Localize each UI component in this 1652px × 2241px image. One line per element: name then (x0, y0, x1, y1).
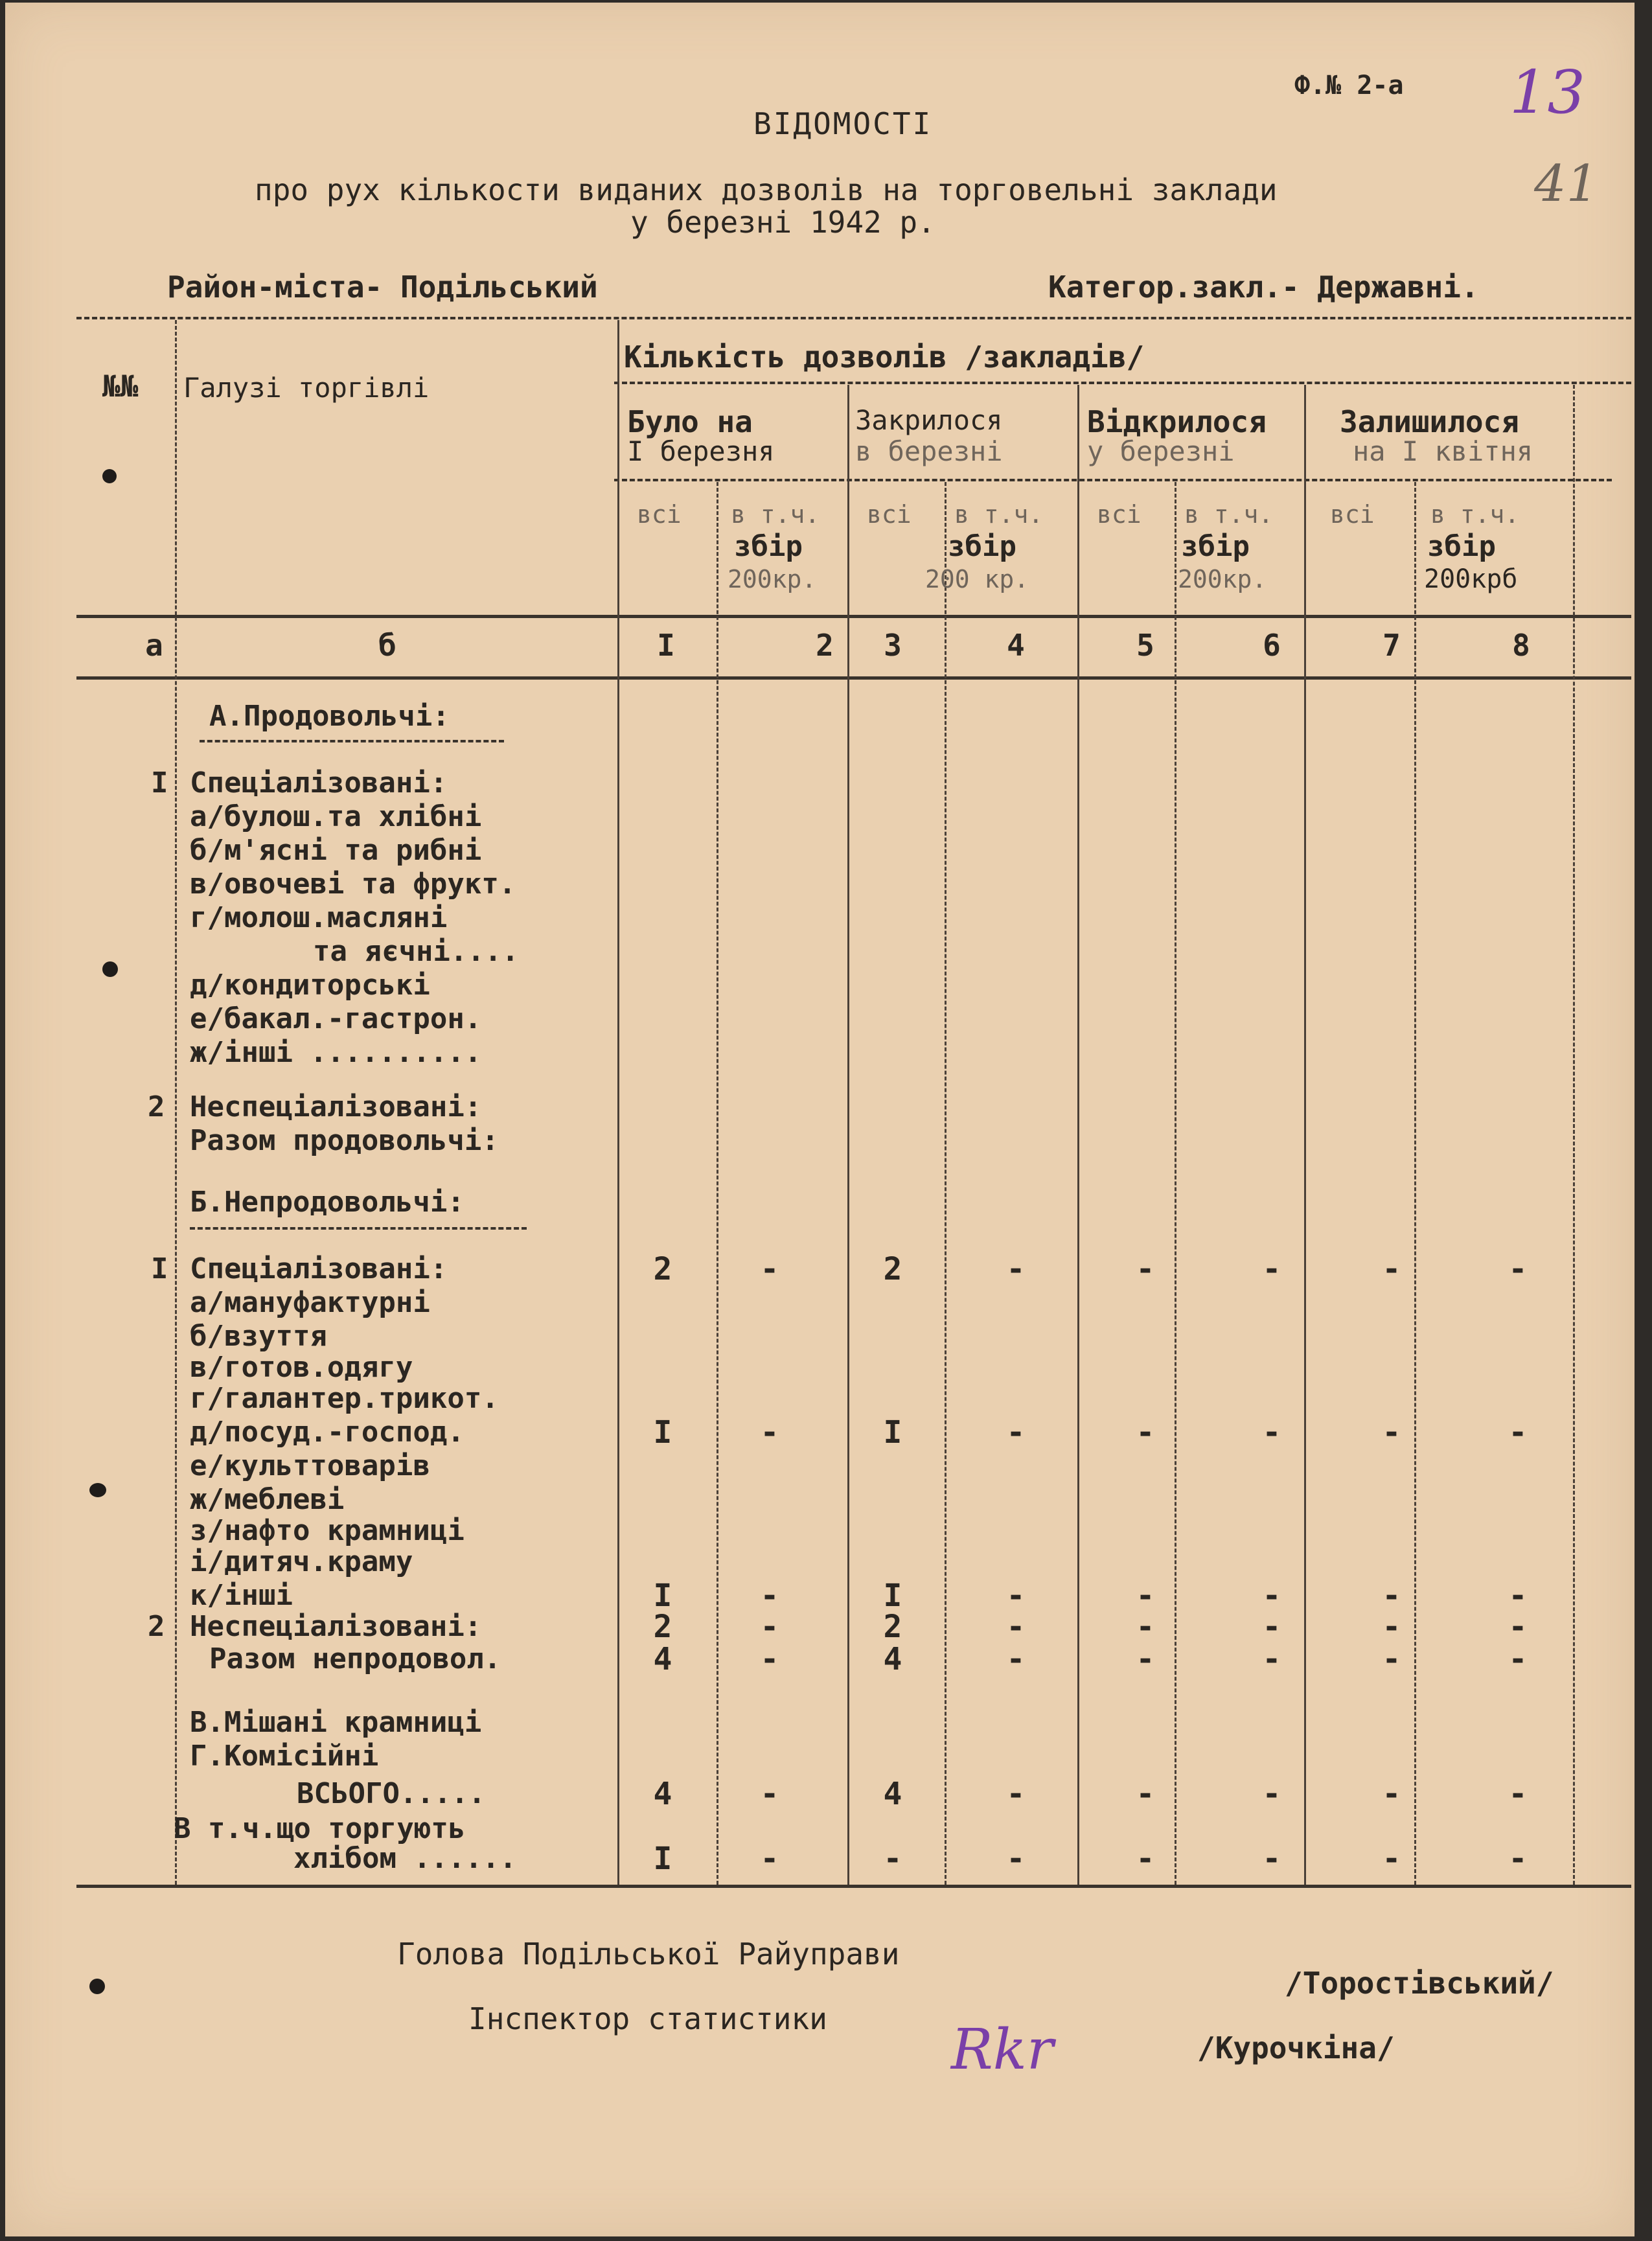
table-cell: I (653, 1841, 672, 1877)
row-number: I (151, 766, 168, 799)
index-6: 6 (1263, 628, 1281, 663)
table-cell: - (1006, 1841, 1026, 1877)
table-bottom-rule (76, 1885, 1631, 1888)
document-subtitle: про рух кількости виданих дозволів на торговельні заклади (255, 172, 1278, 207)
index-5: 5 (1136, 628, 1154, 663)
col-divider-5 (1175, 482, 1176, 1885)
list-item: та яєчні.... (313, 935, 519, 968)
table-cell: - (883, 1841, 902, 1877)
table-cell: - (1262, 1609, 1281, 1645)
table-cell: - (1006, 1776, 1026, 1812)
row-label-b1: Спеціалізовані: (190, 1252, 448, 1285)
row-label-a2: Неспеціалізовані: (190, 1090, 482, 1123)
table-cell: - (760, 1578, 779, 1614)
list-item: в/овочеві та фрукт. (190, 868, 516, 901)
table-cell: 4 (883, 1776, 902, 1812)
subheader-all-4: всі (1330, 500, 1375, 529)
col-divider-2 (847, 385, 849, 1885)
head-title: Голова Подільської Райуправи (397, 1936, 900, 1971)
table-cell: - (1262, 1414, 1281, 1451)
table-cell: 2 (883, 1251, 902, 1287)
table-cell: 4 (883, 1641, 902, 1677)
row-label-mixed: В.Мішані крамниці (190, 1706, 482, 1739)
list-item: ж/інші .......... (190, 1036, 482, 1069)
column-header-branch: Галузі торгівлі (183, 372, 430, 404)
table-cell: - (1262, 1641, 1281, 1677)
list-item: д/посуд.-господ. (190, 1416, 465, 1449)
table-cell: - (760, 1641, 779, 1677)
subheader-incl-2c: 200 кр. (925, 565, 1029, 593)
table-cell: - (1508, 1641, 1528, 1677)
group-was-line2: I березня (627, 435, 775, 467)
head-name: /Торостівський/ (1285, 1966, 1554, 2001)
table-cell: - (1262, 1251, 1281, 1287)
col-divider-4 (1077, 385, 1079, 1885)
group-header: Кількість дозволів /закладів/ (624, 339, 1145, 374)
subheader-incl-2a: в т.ч. (954, 500, 1044, 529)
table-cell: 4 (653, 1776, 672, 1812)
table-cell: - (1136, 1641, 1155, 1677)
col-divider-branch (617, 320, 619, 1885)
col-divider-3 (945, 482, 946, 1885)
table-cell: - (1136, 1841, 1155, 1877)
table-cell: I (883, 1578, 902, 1614)
row-number: I (151, 1252, 168, 1285)
table-cell: - (1382, 1641, 1401, 1677)
table-cell: - (1382, 1776, 1401, 1812)
header-bottom-rule (76, 615, 1631, 618)
section-b-title: Б.Непродовольчі: (190, 1186, 465, 1219)
binder-hole (102, 469, 117, 483)
table-cell: I (883, 1414, 902, 1451)
list-item: з/нафто крамниці (190, 1514, 465, 1547)
table-cell: - (1508, 1609, 1528, 1645)
col-divider-6 (1304, 385, 1306, 1885)
table-cell: - (1006, 1641, 1026, 1677)
subheader-incl-1b: збір (734, 530, 803, 563)
list-item: е/бакал.-гастрон. (190, 1002, 482, 1035)
row-label-b2: Неспеціалізовані: (190, 1610, 482, 1643)
form-code: Ф.№ 2-а (1294, 71, 1404, 100)
index-4: 4 (1007, 628, 1025, 663)
table-cell: - (1262, 1578, 1281, 1614)
group-left-line2: на I квітня (1353, 435, 1533, 467)
table-top-rule (76, 317, 1631, 319)
col-divider-7 (1414, 482, 1416, 1885)
table-cell: 2 (653, 1609, 672, 1645)
district-field: Район-міста- Подільський (167, 270, 598, 305)
sheet-number-secondary: 41 (1534, 155, 1599, 213)
index-1: I (657, 628, 675, 663)
index-2: 2 (816, 628, 834, 663)
list-item: а/булош.та хлібні (190, 800, 482, 833)
signature: Rkr (951, 2017, 1053, 2082)
subheader-incl-2b: збір (948, 530, 1016, 563)
table-cell: - (1508, 1251, 1528, 1287)
table-cell: - (760, 1776, 779, 1812)
subheader-incl-4b: збір (1427, 530, 1496, 563)
group-opened-line2: у березні (1087, 435, 1235, 467)
inspector-title: Інспектор статистики (468, 2001, 827, 2036)
group-rule (614, 382, 1631, 384)
document-sheet (5, 3, 1635, 2236)
list-item: і/дитяч.краму (190, 1545, 413, 1578)
subheader-incl-4c: 200крб (1424, 564, 1518, 594)
list-item: б/взуття (190, 1320, 327, 1353)
table-cell: - (1006, 1609, 1026, 1645)
col-divider-1 (717, 482, 718, 1885)
table-cell: - (1136, 1776, 1155, 1812)
list-item: е/культтоварів (190, 1449, 430, 1482)
table-cell: I (653, 1578, 672, 1614)
category-field: Категор.закл.- Державні. (1048, 270, 1479, 305)
row-label-b-total: Разом непродовол. (209, 1642, 501, 1675)
index-3: 3 (884, 628, 902, 663)
table-cell: - (1136, 1414, 1155, 1451)
list-item: ж/меблеві (190, 1483, 345, 1516)
table-cell: - (1508, 1414, 1528, 1451)
inspector-name: /Курочкіна/ (1197, 2030, 1395, 2065)
subheader-all-3: всі (1097, 500, 1141, 529)
row-label-bread-2: хлібом ...... (293, 1842, 517, 1875)
index-7: 7 (1382, 628, 1401, 663)
index-8: 8 (1512, 628, 1530, 663)
index-b: б (378, 628, 396, 663)
table-cell: - (1382, 1609, 1401, 1645)
subheader-incl-1a: в т.ч. (731, 500, 820, 529)
table-cell: - (1136, 1251, 1155, 1287)
col-divider-nn (175, 320, 177, 1885)
table-cell: - (1136, 1609, 1155, 1645)
table-cell: - (760, 1609, 779, 1645)
table-cell: - (1262, 1776, 1281, 1812)
binder-hole (89, 1483, 106, 1497)
subheader-incl-1c: 200кр. (728, 565, 817, 593)
subheader-incl-3c: 200кр. (1178, 565, 1267, 593)
subheader-all-1: всі (637, 500, 682, 529)
document-period: у березні 1942 р. (630, 205, 935, 240)
table-cell: - (1382, 1578, 1401, 1614)
row-label-all: ВСЬОГО..... (297, 1777, 486, 1810)
list-item: б/м'ясні та рибні (190, 834, 482, 867)
table-cell: - (1382, 1414, 1401, 1451)
subheader-incl-4a: в т.ч. (1430, 500, 1520, 529)
row-label-bread-1: В т.ч.що торгують (174, 1812, 466, 1845)
table-cell: - (760, 1841, 779, 1877)
table-cell: 2 (883, 1609, 902, 1645)
list-item: в/готов.одягу (190, 1351, 413, 1384)
list-item: г/галантер.трикот. (190, 1382, 499, 1415)
table-cell: - (1262, 1841, 1281, 1877)
table-cell: - (760, 1251, 779, 1287)
group-closed-line1: Закрилося (855, 404, 1003, 436)
group-opened-line1: Відкрилося (1087, 404, 1267, 439)
row-number: 2 (148, 1610, 165, 1643)
binder-hole (89, 1979, 105, 1994)
list-item: а/мануфактурні (190, 1286, 430, 1319)
row-label-commission: Г.Комісійні (190, 1740, 379, 1773)
table-cell: 4 (653, 1641, 672, 1677)
table-cell: - (1508, 1841, 1528, 1877)
table-cell: - (1136, 1578, 1155, 1614)
section-a-underline (200, 740, 504, 742)
subheader-all-2: всі (867, 500, 912, 529)
table-cell: 2 (653, 1251, 672, 1287)
row-label-a1: Спеціалізовані: (190, 766, 448, 799)
index-row-rule (76, 676, 1631, 680)
table-cell: - (1006, 1414, 1026, 1451)
table-cell: - (1508, 1578, 1528, 1614)
table-cell: - (1006, 1251, 1026, 1287)
sheet-number: 13 (1509, 58, 1586, 127)
list-item: г/молош.масляні (190, 901, 448, 934)
section-b-underline (190, 1227, 527, 1230)
group-closed-line2: в березні (855, 435, 1003, 467)
list-item: д/кондиторські (190, 969, 430, 1002)
subheader-incl-3b: збір (1181, 530, 1250, 563)
section-a-title: А.Продовольчі: (209, 700, 450, 733)
table-cell: I (653, 1414, 672, 1451)
table-cell: - (1382, 1841, 1401, 1877)
table-cell: - (1508, 1776, 1528, 1812)
index-a: а (145, 628, 163, 663)
group-left-line1: Залишилося (1340, 404, 1519, 439)
table-cell: - (1382, 1251, 1401, 1287)
table-cell: - (1006, 1578, 1026, 1614)
table-cell: - (760, 1414, 779, 1451)
document-title: ВІДОМОСТІ (753, 106, 933, 141)
binder-hole (102, 961, 118, 977)
subgroup-rule (614, 479, 1612, 481)
subheader-incl-3a: в т.ч. (1184, 500, 1274, 529)
list-item: к/інші (190, 1579, 293, 1612)
col-divider-8 (1573, 385, 1575, 1885)
row-number: 2 (148, 1090, 165, 1123)
group-was-line1: Було на (627, 404, 753, 439)
row-label-a-total: Разом продовольчі: (190, 1124, 499, 1157)
column-header-nn: №№ (102, 369, 139, 404)
